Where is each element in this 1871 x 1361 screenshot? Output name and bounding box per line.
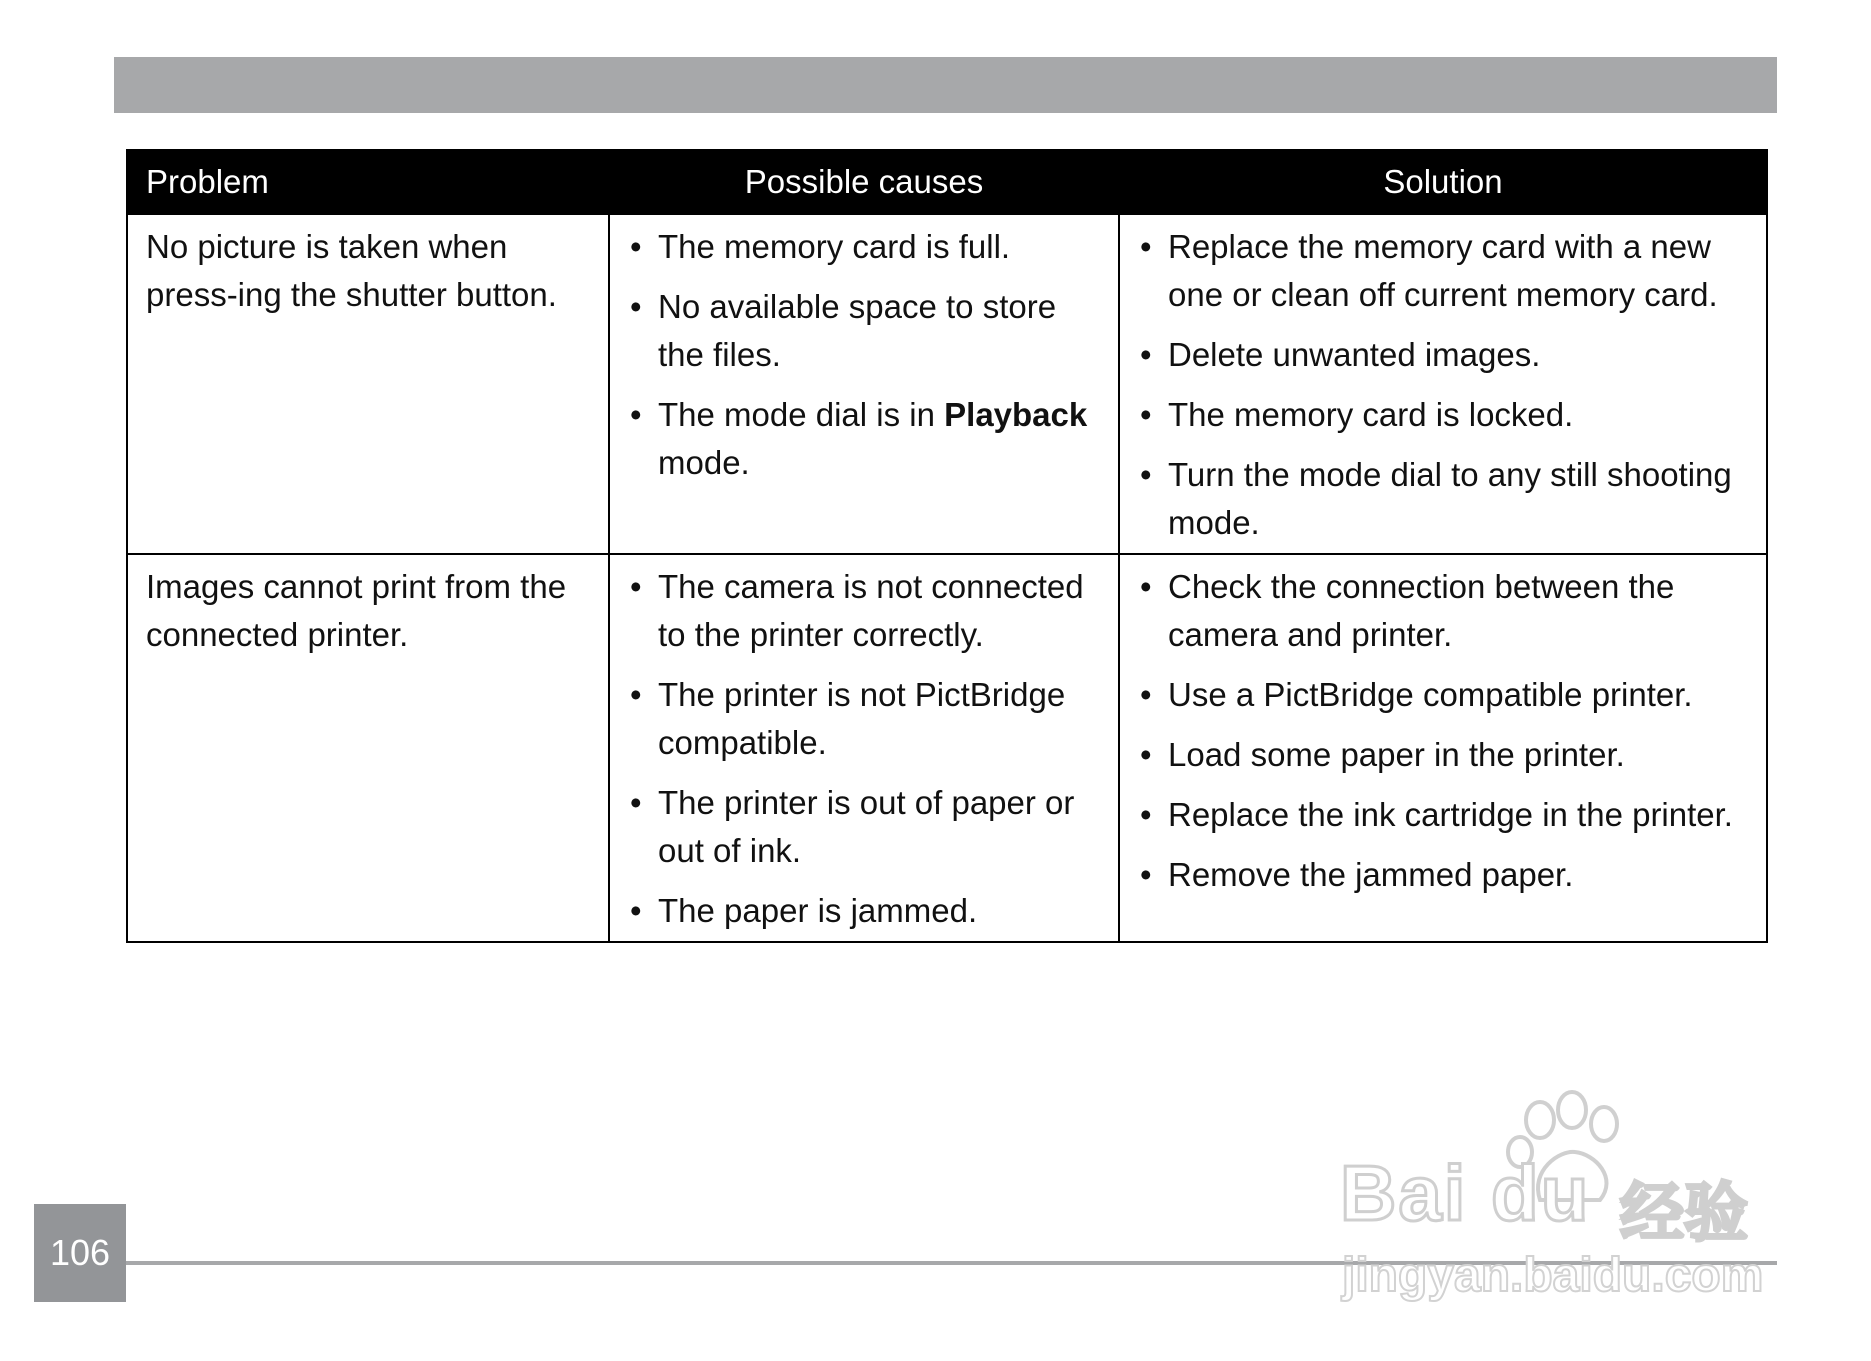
cause-text: The mode dial is in [658, 396, 945, 433]
playback-mode-label: Playback [944, 396, 1088, 433]
watermark-chinese: 经验 [1620, 1177, 1748, 1249]
list-item: • Turn the mode dial to any still shooting mode. [1138, 451, 1748, 547]
header-possible-causes: Possible causes [609, 150, 1119, 214]
list-item: • The camera is not connected to the printer correctly. [628, 563, 1100, 659]
header-bar [114, 57, 1777, 113]
list-item: • Replace the ink cartridge in the printer. [1138, 791, 1748, 839]
watermark-brand: Bai du [1340, 1149, 1591, 1237]
table-row [127, 554, 1767, 942]
page-number-box [34, 1204, 126, 1302]
header-problem: Problem [127, 150, 609, 214]
list-item: • The paper is jammed. [628, 887, 1100, 935]
list-item: • Remove the jammed paper. [1138, 851, 1748, 899]
page-number: 106 [49, 1232, 111, 1273]
solution-cell [1119, 214, 1767, 554]
baidu-watermark [1340, 1090, 1780, 1310]
table-header-row [127, 150, 1767, 214]
table-row [127, 214, 1767, 554]
list-item: • The memory card is locked. [1138, 391, 1748, 439]
causes-cell [609, 554, 1119, 942]
causes-list [628, 223, 1100, 487]
troubleshooting-table [126, 149, 1768, 943]
solutions-list [1138, 223, 1748, 547]
list-item: • Check the connection between the camera and printer. [1138, 563, 1748, 659]
list-item: • Load some paper in the printer. [1138, 731, 1748, 779]
list-item: • The printer is out of paper or out of ink. [628, 779, 1100, 875]
list-item: • The printer is not PictBridge compatible. [628, 671, 1100, 767]
list-item: • Use a PictBridge compatible printer. [1138, 671, 1748, 719]
list-item: • Delete unwanted images. [1138, 331, 1748, 379]
problem-cell: No picture is taken when press-ing the shutter button. [127, 214, 609, 554]
list-item: • The memory card is full. [628, 223, 1100, 271]
solution-cell [1119, 554, 1767, 942]
list-item [628, 391, 1100, 487]
cause-text: mode. [658, 444, 750, 481]
causes-list [628, 563, 1100, 935]
list-item: • No available space to store the files. [628, 283, 1100, 379]
list-item: • Replace the memory card with a new one or clean off current memory card. [1138, 223, 1748, 319]
solutions-list [1138, 563, 1748, 899]
header-solution: Solution [1119, 150, 1767, 214]
watermark-url: jingyan.baidu.com [1342, 1249, 1764, 1302]
causes-cell [609, 214, 1119, 554]
problem-cell: Images cannot print from the connected printer. [127, 554, 609, 942]
